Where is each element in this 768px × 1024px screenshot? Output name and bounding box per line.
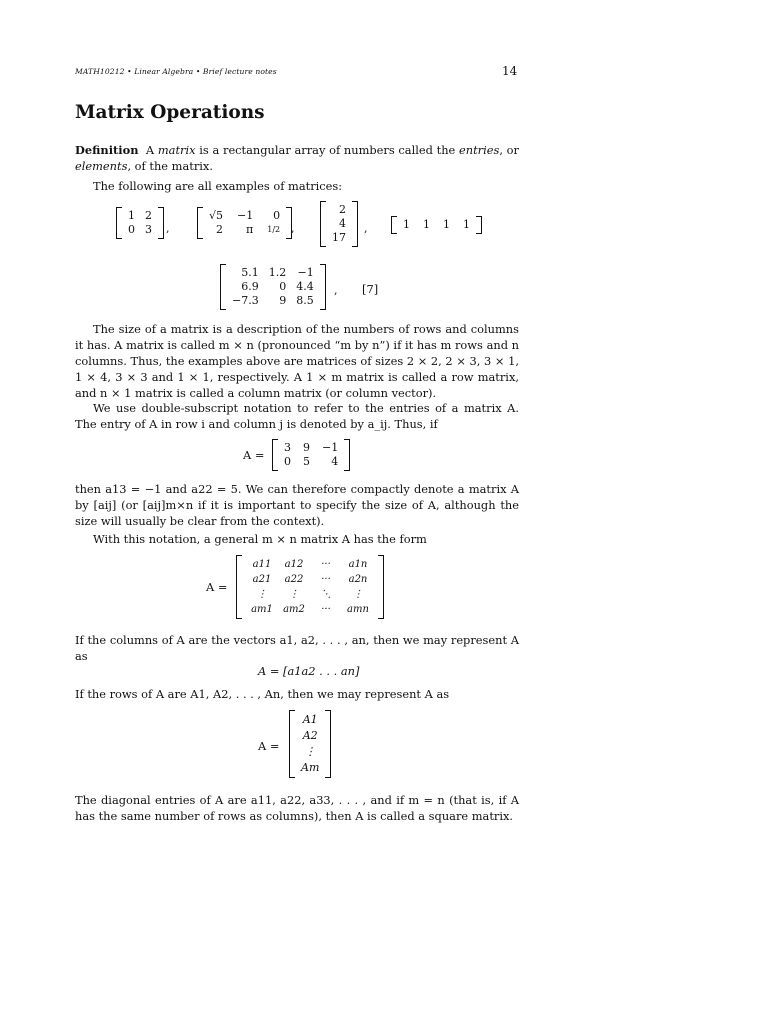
matrix-entry: ⋮ xyxy=(289,589,299,600)
comma: , xyxy=(364,222,368,235)
example-matrix-2x2 xyxy=(116,207,164,239)
then-paragraph: then a13 = −1 and a22 = 5. We can therefore compactly denote a matrix A by [aij] (or [aij]m×n if it is important to specify the size of A, although the size will usually be clear from the context). xyxy=(75,482,519,528)
definition-paragraph xyxy=(75,142,519,174)
matrix-entry: 4.4 xyxy=(296,280,314,293)
matrix-entry: 4 xyxy=(331,455,339,468)
matrix-entry: 0 xyxy=(284,455,291,468)
matrix-entry: −7.3 xyxy=(232,294,259,307)
matrix-entry: 6.9 xyxy=(241,280,259,293)
definition-text: A xyxy=(145,143,158,157)
term-entries: entries xyxy=(459,143,500,157)
rows-paragraph: If the rows of A are A1, A2, . . . , An, then we may represent A as xyxy=(75,687,450,701)
term-elements: elements xyxy=(75,159,128,173)
matrix-entry: a1n xyxy=(348,559,368,570)
comma: , xyxy=(334,284,338,297)
section-title: Matrix Operations xyxy=(75,102,265,123)
matrix-entry: a22 xyxy=(284,574,304,585)
matrix-entry: 9 xyxy=(279,294,287,307)
matrix-entry: am1 xyxy=(251,604,273,615)
matrix-entry: 1/2 xyxy=(267,225,281,234)
columns-paragraph: If the columns of A are the vectors a1, a2, . . . , an, then we may represent A as xyxy=(75,633,519,663)
term-matrix: matrix xyxy=(157,143,196,157)
definition-text: is a rectangular array of numbers called the xyxy=(195,143,459,157)
matrix-entry: 2 xyxy=(216,223,224,236)
comma: , xyxy=(291,222,295,235)
matrix-entry: 0 xyxy=(279,280,287,293)
matrix-entry: ⋱ xyxy=(321,589,331,600)
matrix-entry: ··· xyxy=(321,574,331,585)
matrix-entry: ··· xyxy=(321,604,331,615)
general-matrix xyxy=(236,555,384,619)
matrix-entry: 1 xyxy=(443,218,450,231)
matrix-entry: 5.1 xyxy=(241,266,259,279)
comma: , xyxy=(166,222,170,235)
example-matrix-1x1: [7] xyxy=(362,282,379,296)
matrix-entry: A1 xyxy=(302,713,318,726)
example-matrix-3x1 xyxy=(320,201,358,247)
example-matrix-1x4 xyxy=(391,216,482,234)
matrix-entry: 17 xyxy=(332,231,346,244)
example-matrix-2x3 xyxy=(197,207,292,239)
running-header: MATH10212 • Linear Algebra • Brief lecture notes xyxy=(75,67,277,76)
matrix-entry: 3 xyxy=(145,223,152,236)
diagonal-paragraph: The diagonal entries of A are a11, a22, a33, . . . , and if m = n (that is, if A has the same number of rows as columns), then A is called a square matrix. xyxy=(75,793,519,823)
page-number: 14 xyxy=(502,64,518,78)
matrix-entry: 1.2 xyxy=(268,266,287,279)
rows-matrix xyxy=(289,710,331,778)
matrix-entry: 0 xyxy=(273,209,281,222)
matrix-entry: −1 xyxy=(297,266,314,279)
definition-text: , or xyxy=(499,143,519,157)
matrix-entry: ⋮ xyxy=(353,589,363,600)
matrix-entry: ··· xyxy=(321,559,331,570)
matrix-entry: am2 xyxy=(283,604,305,615)
general-intro: With this notation, a general m × n matrix A has the form xyxy=(93,532,427,546)
matrix-entry: a21 xyxy=(252,574,272,585)
matrix-entry: −1 xyxy=(237,209,254,222)
matrix-entry: 2 xyxy=(339,203,346,216)
matrix-entry: 3 xyxy=(284,441,291,454)
definition-text: , of the matrix. xyxy=(127,159,213,173)
general-matrix-label: A = xyxy=(206,580,228,594)
matrix-entry: 4 xyxy=(339,217,346,230)
matrix-entry: 2 xyxy=(145,209,152,222)
matrix-entry: 5 xyxy=(303,455,310,468)
definition-label: Definition xyxy=(75,143,139,157)
matrix-entry: 0 xyxy=(128,223,135,236)
rows-matrix-label: A = xyxy=(258,739,280,753)
matrix-entry: 9 xyxy=(303,441,310,454)
matrix-entry: 1 xyxy=(403,218,410,231)
examples-intro: The following are all examples of matrices: xyxy=(93,179,343,193)
matrix-entry: 1 xyxy=(128,209,135,222)
subscript-paragraph: We use double-subscript notation to refer to the entries of a matrix A. The entry of A in row i and column j is denoted by a_ij. Thus, if xyxy=(75,401,519,431)
matrix-entry: √5 xyxy=(209,209,224,222)
matrix-entry: a12 xyxy=(284,559,304,570)
matrix-entry: Am xyxy=(301,761,320,774)
matrix-a xyxy=(272,439,350,471)
size-paragraph: The size of a matrix is a description of the numbers of rows and columns it has. A matrix is called m × n (pronounced “m by n”) if it has m rows and n columns. Thus, the examples above are matrices of sizes 2 × 2, 2 × 3, 3 × 1, 1 × 4, 3 × 3 and 1 × 1, respectively. A 1 × m matrix is called a row matrix, and n × 1 matrix is called a column matrix (or column vector). xyxy=(75,322,519,400)
matrix-entry: a2n xyxy=(348,574,368,585)
matrix-entry: π xyxy=(246,223,254,236)
matrix-entry: 1 xyxy=(463,218,470,231)
matrix-entry: ⋮ xyxy=(304,745,316,758)
matrix-entry: −1 xyxy=(322,441,339,454)
matrix-entry: 8.5 xyxy=(296,294,314,307)
example-matrix-3x3 xyxy=(220,264,326,310)
matrix-entry: A2 xyxy=(302,729,318,742)
matrix-a-label: A = xyxy=(243,448,265,462)
matrix-entry: a11 xyxy=(252,559,272,570)
matrix-entry: ⋮ xyxy=(257,589,267,600)
columns-formula: A = [a1a2 . . . an] xyxy=(258,664,360,678)
matrix-entry: 1 xyxy=(423,218,430,231)
matrix-entry: amn xyxy=(347,604,369,615)
